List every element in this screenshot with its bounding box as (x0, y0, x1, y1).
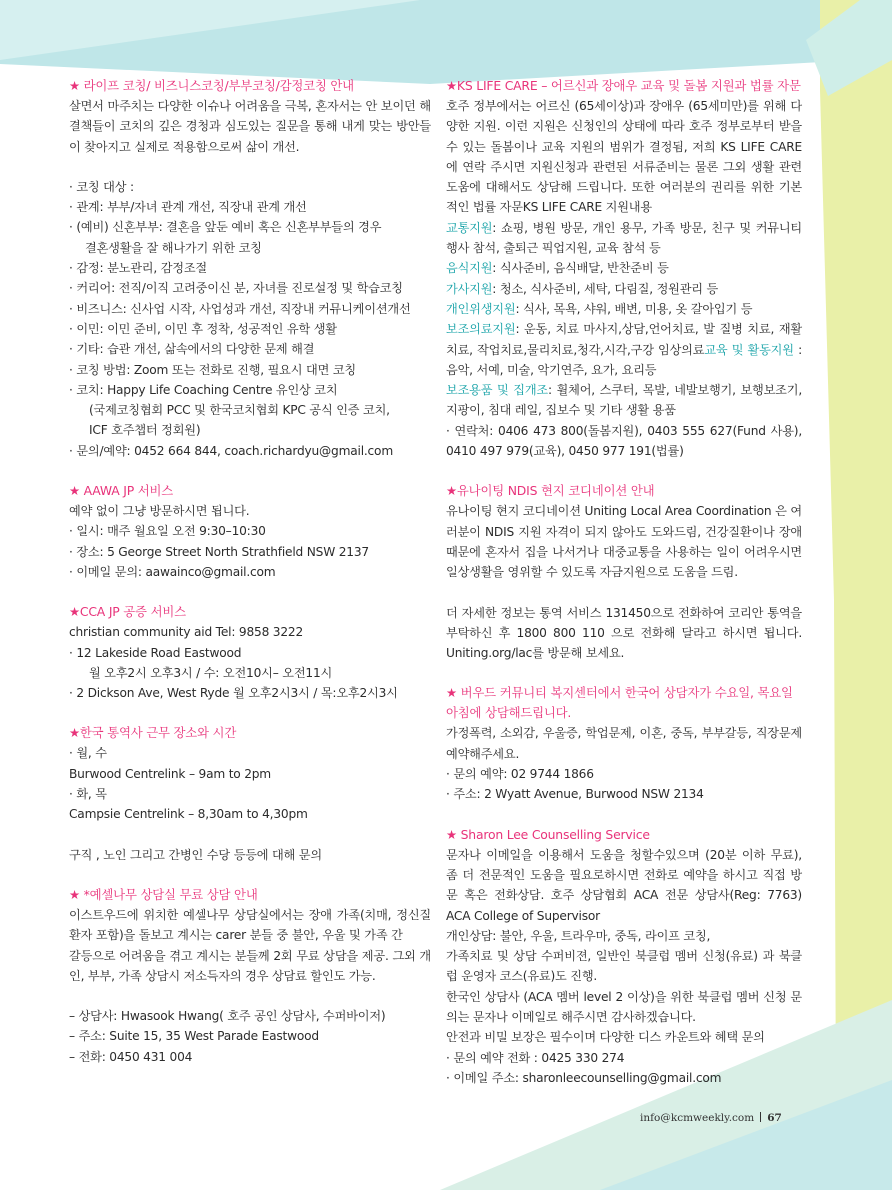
ks-item-text: : 식사, 목욕, 샤워, 배변, 미용, 옷 갈아입기 등 (515, 301, 753, 316)
yesel-section (69, 885, 431, 1067)
life-coaching-title: ★ 라이프 코칭/ 비즈니스코칭/부부코칭/감정코칭 안내 (69, 78, 354, 93)
ks-item-label: 교육 및 활동지원 (704, 342, 794, 357)
cca-line: 월 오후2시 오후3시 / 수: 오전10시– 오전11시 (89, 665, 333, 680)
life-item: · 비즈니스: 신사업 시작, 사업성과 개선, 직장내 커뮤니케이션개선 (69, 301, 411, 316)
ks-item-label: 보조용품 및 집개조 (446, 383, 548, 398)
aawa-line: · 일시: 매주 월요일 오전 9:30–10:30 (69, 524, 266, 539)
ks-item-text: : 운동, 치료 마사지,상담,언어치료, 발 질병 치료, 재활치료, 작업치료,물리치료,청각,시각,구강 임상의료 (446, 322, 802, 357)
life-item: · 커리어: 전직/이직 고려중이신 분, 자녀를 진로설정 및 학습코칭 (69, 281, 403, 296)
uniting-paragraph: 유나이팅 현지 코디네이션 Uniting Local Area Coordination 은 여러분이 NDIS 지원 자격이 되지 않아도 도와드림, 건강질환이나 장애 때문에 혼자서 집을 나서거나 대중교통을 사용하는 일이 어려우시면 일상생활을 영위할 수 있도록 자금지원으로 도움을 드림. (446, 504, 802, 580)
ks-intro: 호주 정부에서는 어르신 (65세이상)과 장애우 (65세미만)를 위해 다양한 지원. 이런 지원은 신청인의 상태에 따라 호주 정부로부터 받을 수 있는 돌봄이나 교육 지원의 범위가 결정됨, 저희 KS LIFE CARE 에 연락 주시면 지원신청과 관련된 서류준비는 물론 그외 생활 관련 도움에 대해서도 상담해 드립니다. 또한 여러분의 권리를 위한 기본적인 법률 자문KS LIFE CARE 지원내용 (446, 99, 802, 215)
uniting-section (446, 481, 802, 663)
ks-item-label: 개인위생지원 (446, 301, 516, 316)
life-item: · (예비) 신혼부부: 결혼을 앞둔 예비 혹은 신혼부부들의 경우 (69, 220, 382, 235)
life-coaching-section (69, 76, 431, 461)
life-contact: · 문의/예약: 0452 664 844, coach.richardyu@gmail.com (69, 443, 393, 458)
life-item: · 관계: 부부/자녀 관계 개선, 직장내 관계 개선 (69, 200, 307, 215)
life-item: ICF 호주챕터 정회원) (89, 423, 201, 438)
cca-title: ★CCA JP 공증 서비스 (69, 604, 186, 620)
yesel-paragraph: 갈등으로 어려움을 겪고 계시는 분들께 2회 무료 상담을 제공. 그외 개인, 부부, 가족 상담시 저소득자의 경우 상담료 할인도 가능. (69, 948, 431, 983)
ks-item (446, 319, 802, 380)
aawa-line: · 이메일 문의: aawainco@gmail.com (69, 564, 276, 579)
sharon-paragraph: 안전과 비밀 보장은 필수이며 다양한 디스 카운트와 혜택 문의 (446, 1030, 765, 1045)
ks-item-label: 교통지원 (446, 220, 493, 235)
yesel-line: – 전화: 0450 431 004 (69, 1049, 193, 1064)
burwood-line: · 문의 예약: 02 9744 1866 (446, 767, 594, 782)
yesel-line: – 주소: Suite 15, 35 West Parade Eastwood (69, 1029, 319, 1044)
life-item: · 코칭 대상 : (69, 179, 134, 194)
ks-contact: · 연락처: 0406 473 800(돌봄지원), 0403 555 627(Fund 사용), 0410 497 979(교육), 0450 977 191(법률) (446, 423, 802, 459)
aawa-section (69, 481, 431, 582)
ks-item-text: : 식사준비, 음식배달, 반찬준비 등 (492, 261, 669, 276)
aawa-line: · 장소: 5 George Street North Strathfield NSW 2137 (69, 544, 369, 559)
ks-item-text: : 휠체어, 스쿠터, 목발, 네발보행기, 보행보조기, 지팡이, 침대 레일, 집보수 및 기타 생활 용품 (446, 383, 802, 418)
sharon-line: · 이메일 주소: sharonleecounselling@gmail.com (446, 1070, 722, 1085)
ks-item (446, 279, 802, 299)
aawa-title: ★ AAWA JP 서비스 (69, 483, 174, 499)
ks-item-label: 음식지원 (446, 261, 493, 276)
burwood-title: ★ 버우드 커뮤니티 복지센터에서 한국어 상담자가 수요일, 목요일 아침에 상담해드립니다. (446, 685, 793, 721)
page-number: 67 (767, 1112, 782, 1124)
interpreter-line: Campsie Centrelink – 8,30am to 4,30pm (69, 807, 308, 822)
sharon-paragraph: 문자나 이메일을 이용해서 도움을 청할수있으며 (20분 이하 무료), 좀 더 전문적인 도움을 필요로하시면 전화로 예약을 하시고 직접 방문 혹은 전화상담. 호주 상담협회 ACA 전문 상담사(Reg: 7763) ACA College of Supervisor (446, 847, 802, 923)
cca-line: · 2 Dickson Ave, West Ryde 월 오후2시3시 / 목:오후2시3시 (69, 686, 398, 701)
ks-item (446, 380, 802, 421)
interpreter-note: 구직 , 노인 그리고 간병인 수당 등등에 대해 문의 (69, 847, 322, 862)
uniting-paragraph: 더 자세한 정보는 통역 서비스 131450으로 전화하여 코리안 통역을 부탁하신 후 1800 800 110 으로 전화해 달라고 하시면 됩니다. Uniting.org/lac를 방문해 보세요. (446, 605, 802, 661)
life-item: · 기타: 습관 개선, 삶속에서의 다양한 문제 해결 (69, 342, 315, 357)
sharon-paragraph: 한국인 상담사 (ACA 멤버 level 2 이상)을 위한 북클럽 멤버 신청 문의는 문자나 이메일로 해주시면 감사하겠습니다. (446, 989, 802, 1024)
footer-divider (760, 1112, 761, 1122)
ks-item-text: : 음악, 서예, 미술, 악기연주, 요가, 요리등 (446, 342, 802, 377)
ks-item-text: : 쇼핑, 병원 방문, 개인 용무, 가족 방문, 친구 및 커뮤니티 행사 참석, 출퇴근 픽업지원, 교육 참석 등 (446, 220, 802, 256)
burwood-section (446, 683, 802, 804)
yesel-line: – 상담사: Hwasook Hwang( 호주 공인 상담사, 수퍼바이저) (69, 1009, 386, 1024)
life-item: · 이민: 이민 준비, 이민 후 정착, 성공적인 유학 생활 (69, 321, 337, 336)
left-column (69, 76, 431, 1087)
ks-item-label: 보조의료지원 (446, 322, 516, 337)
sharon-line: · 문의 예약 전화 : 0425 330 274 (446, 1050, 625, 1065)
yesel-title: ★ *예셀나무 상담실 무료 상담 안내 (69, 886, 258, 902)
page-footer (640, 1112, 782, 1124)
ks-item (446, 258, 802, 278)
interpreter-title: ★한국 통역사 근무 장소와 시간 (69, 725, 237, 741)
ks-item (446, 218, 802, 259)
interpreter-line: · 화, 목 (69, 787, 107, 802)
ks-item-text: : 청소, 식사준비, 세탁, 다림질, 정원관리 등 (492, 281, 719, 296)
ks-life-care-section (446, 76, 802, 461)
ks-item-label: 가사지원 (446, 281, 493, 296)
interpreter-line: · 월, 수 (69, 746, 107, 761)
burwood-paragraph: 가정폭력, 소외감, 우울증, 학업문제, 이혼, 중독, 부부갈등, 직장문제 예약해주세요. (446, 726, 802, 761)
ks-title: ★KS LIFE CARE – 어르신과 장애우 교육 및 돌봄 지원과 법률 자문 (446, 78, 801, 93)
footer-email[interactable]: info@kcmweekly.com (640, 1112, 755, 1124)
burwood-line: · 주소: 2 Wyatt Avenue, Burwood NSW 2134 (446, 787, 704, 802)
life-coaching-intro: 살면서 마주치는 다양한 이슈나 어려움을 극복, 혼자서는 안 보이던 해결책들이 코치의 깊은 경청과 심도있는 질문을 통해 내게 맞는 방안들이 찾아지고 실제로 적용함으로써 삶이 개선. (69, 99, 431, 154)
sharon-section (446, 825, 802, 1089)
interpreter-section (69, 723, 431, 864)
cca-section (69, 602, 431, 703)
aawa-line: 예약 없이 그냥 방문하시면 됩니다. (69, 504, 250, 519)
cca-line: christian community aid Tel: 9858 3222 (69, 625, 304, 640)
right-column (446, 76, 802, 1108)
life-item: (국제코칭협회 PCC 및 한국코치협회 KPC 공식 인증 코치, (89, 403, 390, 418)
life-item: · 코칭 방법: Zoom 또는 전화로 진행, 필요시 대면 코칭 (69, 362, 356, 377)
interpreter-line: Burwood Centrelink – 9am to 2pm (69, 766, 271, 781)
sharon-title: ★ Sharon Lee Counselling Service (446, 826, 650, 842)
life-item: · 코치: Happy Life Coaching Centre 유인상 코치 (69, 382, 338, 397)
life-item: 결혼생활을 잘 해나가기 위한 코칭 (85, 240, 262, 255)
uniting-title: ★유나이팅 NDIS 현지 코디네이션 안내 (446, 483, 655, 499)
ks-item (446, 299, 802, 319)
sharon-paragraph: 개인상담: 불안, 우울, 트라우마, 중독, 라이프 코칭, (446, 928, 711, 943)
cca-line: · 12 Lakeside Road Eastwood (69, 645, 242, 660)
sharon-paragraph: 가족치료 및 상담 수퍼비젼, 일반인 북클럽 멤버 신청(유료) 과 북클럽 운영자 코스(유료)도 진행. (446, 949, 802, 984)
yesel-paragraph: 이스트우드에 위치한 예셀나무 상담실에서는 장애 가족(치매, 정신질환자 포함)을 돌보고 계시는 carer 분들 중 불안, 우울 및 가족 간 (69, 907, 431, 943)
life-item: · 감정: 분노관리, 감정조절 (69, 261, 208, 276)
